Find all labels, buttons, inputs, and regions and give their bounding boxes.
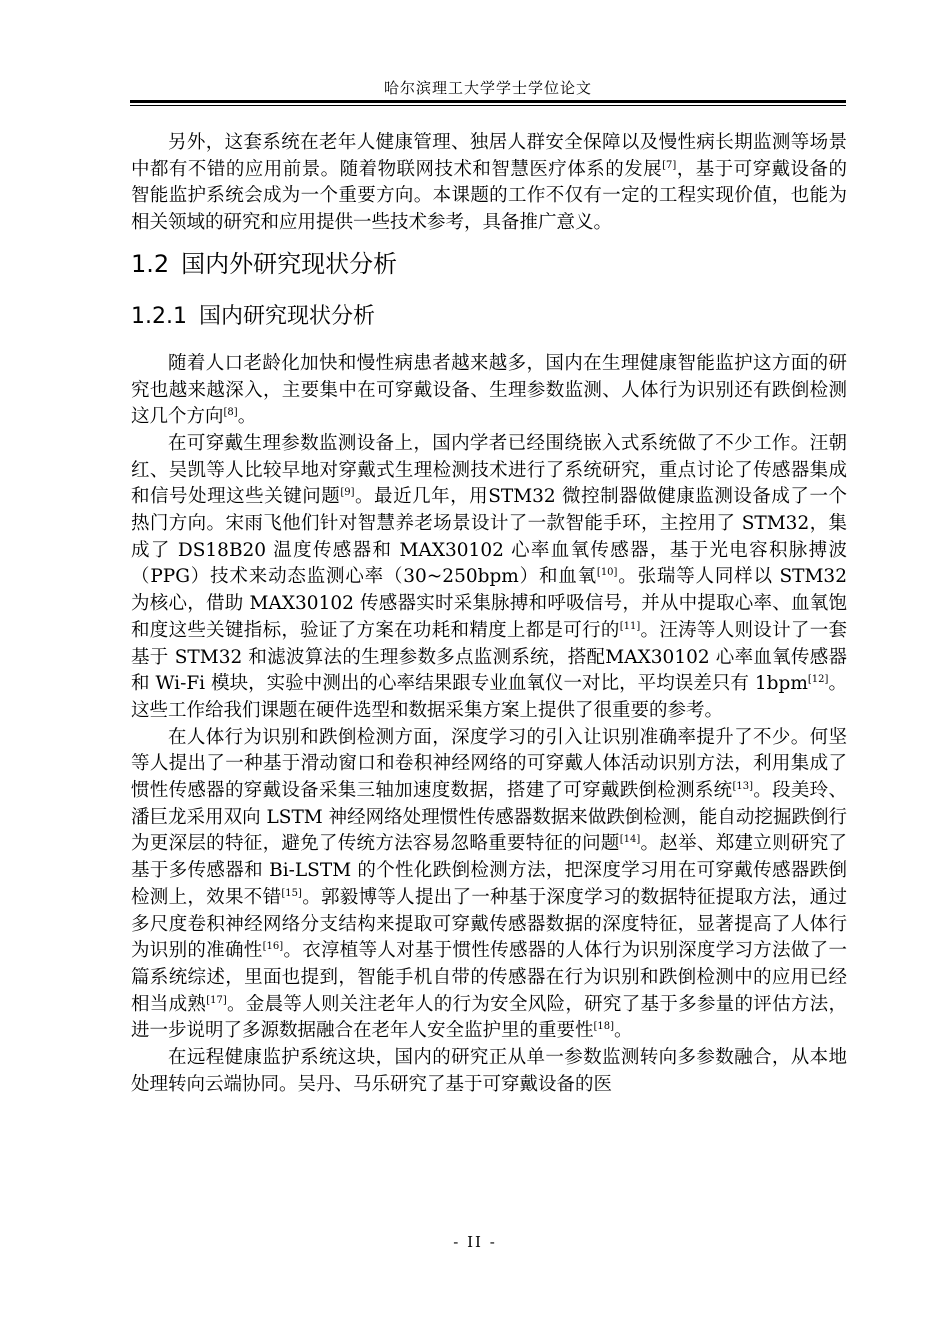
section-heading [131, 249, 847, 279]
citation-9: [9] [340, 487, 355, 499]
paragraph-intro: 另外，这套系统在老年人健康管理、独居人群安全保障以及慢性病长期监测等场景中都有不错的应用前景。随着物联网技术和智慧医疗体系的发展[7]，基于可穿戴设备的智能监护系统会成为一个重要方向。本课题的工作不仅有一定的工程实现价值，也能为相关领域的研究和应用提供一些技术参考，具备推广意义。 [131, 132, 847, 234]
running-header: 哈尔滨理工大学学士学位论文 [383, 79, 592, 97]
header-rule-thin [130, 105, 846, 106]
subsection-heading [131, 303, 847, 331]
citation-7: [7] [662, 159, 677, 171]
page-body [131, 130, 847, 1099]
citation-16: [16] [262, 941, 284, 953]
citation-18: [18] [593, 1021, 615, 1033]
citation-11: [11] [619, 620, 641, 632]
citation-13: [13] [732, 780, 753, 792]
citation-15: [15] [281, 887, 302, 899]
citation-12: [12] [807, 674, 829, 686]
page-number: - II - [453, 1233, 497, 1251]
citation-14: [14] [619, 834, 641, 846]
citation-8: [8] [223, 407, 238, 419]
section-title: 国内外研究现状分析 [181, 249, 398, 278]
citation-10: [10] [596, 567, 618, 579]
citation-17: [17] [206, 994, 227, 1006]
header-rule-thick [130, 100, 846, 103]
paragraph-4: 在远程健康监护系统这块，国内的研究正从单一参数监测转向多参数融合，从本地处理转向云端协同。吴丹、马乐研究了基于可穿戴设备的医 [131, 1047, 847, 1095]
paragraph-2: 在可穿戴生理参数监测设备上，国内学者已经围绕嵌入式系统做了不少工作。汪朝红、吴凯等人比较早地对穿戴式生理检测技术进行了系统研究，重点讨论了传感器集成和信号处理这些关键问题[9]。最近几年，用STM32 微控制器做健康监测设备成了一个热门方向。宋雨飞他们针对智慧养老场景设计了一款智能手环，主控用了 STM32，集成了 DS18B20 温度传感器和 MAX30102 心率血氧传感器，基于光电容积脉搏波（PPG）技术来动态监测心率（30~250bpm）和血氧[10]。张瑞等人同样以 STM32 为核心，借助 MAX30102 传感器实时采集脉搏和呼吸信号，并从中提取心率、血氧饱和度这些关键指标，验证了方案在功耗和精度上都是可行的[11]。汪涛等人则设计了一套基于 STM32 和滤波算法的生理参数多点监测系统，搭配MAX30102 心率血氧传感器和 Wi-Fi 模块，实验中测出的心率结果跟专业血氧仪一对比，平均误差只有 1bpm[12]。这些工作给我们课题在硬件选型和数据采集方案上提供了很重要的参考。 [131, 432, 847, 721]
subsection-title: 国内研究现状分析 [198, 303, 375, 329]
paragraph-3: 在人体行为识别和跌倒检测方面，深度学习的引入让识别准确率提升了不少。何坚等人提出了一种基于滑动窗口和卷积神经网络的可穿戴人体活动识别方法，利用集成了惯性传感器的穿戴设备采集三轴加速度数据，搭建了可穿戴跌倒检测系统[13]。段美玲、潘巨龙采用双向 LSTM 神经网络处理惯性传感器数据来做跌倒检测，能自动挖掘跌倒行为更深层的特征，避免了传统方法容易忽略重要特征的问题[14]。赵举、郑建立则研究了基于多传感器和 Bi-LSTM 的个性化跌倒检测方法，把深度学习用在可穿戴传感器跌倒检测上，效果不错[15]。郭毅博等人提出了一种基于深度学习的数据特征提取方法，通过多尺度卷积神经网络分支结构来提取可穿戴传感器数据的深度特征，显著提高了人体行为识别的准确性[16]。衣淳植等人对基于惯性传感器的人体行为识别深度学习方法做了一篇系统综述，里面也提到，智能手机自带的传感器在行为识别和跌倒检测中的应用已经相当成熟[17]。金晨等人则关注老年人的行为安全风险，研究了基于多参量的评估方法，进一步说明了多源数据融合在老年人安全监护里的重要性[18]。 [131, 726, 847, 1042]
paragraph-1: 随着人口老龄化加快和慢性病患者越来越多，国内在生理健康智能监护这方面的研究也越来越深入，主要集中在可穿戴设备、生理参数监测、人体行为识别还有跌倒检测这几个方向[8]。 [131, 352, 847, 428]
section-number: 1.2 [131, 249, 170, 278]
subsection-number: 1.2.1 [131, 303, 187, 329]
